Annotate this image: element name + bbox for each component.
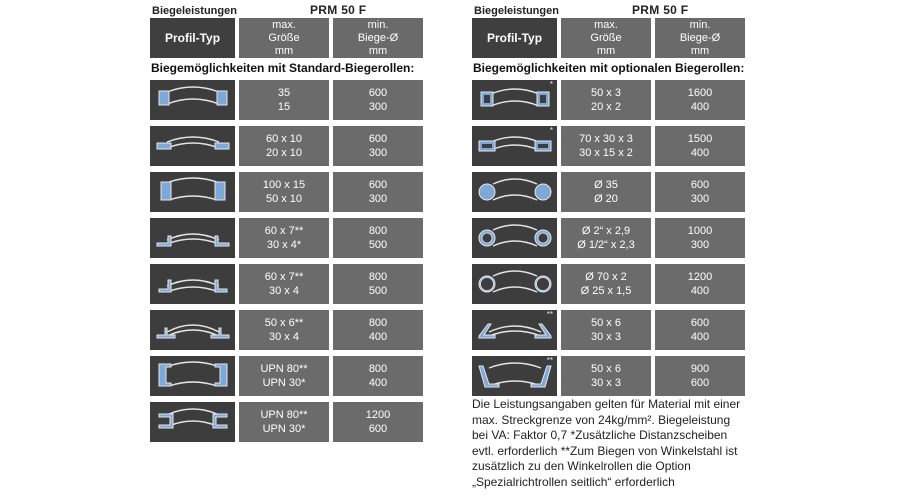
table-row <box>150 80 440 120</box>
size-value: Ø 1/2“ x 2,3 <box>577 239 635 251</box>
profile-cell <box>150 356 235 396</box>
diameter-value: 1000 <box>687 225 713 237</box>
rect-tube-icon <box>475 126 555 167</box>
size-value: 30 x 4 <box>269 331 299 343</box>
size-value: 70 x 30 x 3 <box>579 133 633 145</box>
size-value: 30 x 4 <box>269 285 299 297</box>
flat-bar-vertical-icon <box>153 80 233 121</box>
diameter-value: 600 <box>690 377 710 389</box>
diameter-value: 500 <box>368 285 388 297</box>
size-value: UPN 80** <box>260 363 308 375</box>
diameter-value: 1500 <box>687 133 713 145</box>
diameter-value: 600 <box>368 423 388 435</box>
profile-cell <box>472 126 557 166</box>
max-size-cell <box>239 402 329 442</box>
diameter-value: 800 <box>368 225 388 237</box>
flat-bar-thick-icon <box>153 172 233 213</box>
section-title: Biegemöglichkeiten mit Standard-Biegerollen: <box>151 61 415 75</box>
diameter-value: 400 <box>690 285 710 297</box>
round-tube-icon <box>475 264 555 305</box>
size-value: 60 x 7** <box>264 271 304 283</box>
max-size-cell <box>239 126 329 166</box>
size-value: 30 x 3 <box>591 331 621 343</box>
min-diameter-cell <box>333 126 423 166</box>
min-diameter-cell <box>333 310 423 350</box>
min-diameter-cell <box>333 402 423 442</box>
table-row <box>472 80 762 120</box>
diameter-value: 300 <box>368 101 388 113</box>
size-value: Ø 35 <box>594 179 618 191</box>
size-value: 60 x 10 <box>265 133 303 145</box>
biegeleistungen-label: Biegeleistungen <box>152 5 237 17</box>
header-profile-type: Profil-Typ <box>150 18 235 58</box>
diameter-value: 900 <box>690 363 710 375</box>
angle-special-out-icon <box>475 310 555 351</box>
profile-cell <box>150 172 235 212</box>
table-row <box>472 310 762 350</box>
max-size-cell <box>561 356 651 396</box>
diameter-value: 1600 <box>687 87 713 99</box>
profile-cell <box>150 218 235 258</box>
footnote-marker: ** <box>546 310 553 319</box>
footnote <box>472 397 772 490</box>
max-size-cell <box>239 264 329 304</box>
table-row <box>472 264 762 304</box>
max-size-cell <box>239 218 329 258</box>
table-row <box>150 356 440 396</box>
profile-cell <box>472 310 557 350</box>
min-diameter-cell <box>655 264 745 304</box>
profile-cell <box>150 80 235 120</box>
diameter-value: 800 <box>368 317 388 329</box>
profile-cell <box>150 126 235 166</box>
table-row <box>150 310 440 350</box>
size-value: 20 x 10 <box>265 147 303 159</box>
min-diameter-cell <box>333 264 423 304</box>
diameter-value: 400 <box>368 377 388 389</box>
size-value: Ø 25 x 1,5 <box>580 285 632 297</box>
size-value: UPN 30* <box>262 423 306 435</box>
table-topline <box>472 0 762 18</box>
standard-rollers-table <box>150 0 440 442</box>
diameter-value: 400 <box>690 101 710 113</box>
min-diameter-cell <box>333 356 423 396</box>
angle-special-in-icon <box>475 356 555 397</box>
footnote-line: zusätzlich zu den Winkelrollen die Option <box>472 459 691 473</box>
min-diameter-cell <box>655 356 745 396</box>
profile-cell <box>472 356 557 396</box>
diameter-value: 1200 <box>365 409 391 421</box>
diameter-value: 1200 <box>687 271 713 283</box>
table-rows <box>150 80 440 442</box>
max-size-cell <box>239 310 329 350</box>
round-bar-icon <box>475 172 555 213</box>
profile-cell <box>472 172 557 212</box>
diameter-value: 400 <box>690 331 710 343</box>
diameter-value: 600 <box>690 317 710 329</box>
size-value: UPN 30* <box>262 377 306 389</box>
size-value: 30 x 4* <box>266 239 302 251</box>
footnote-line: bei VA: Faktor 0,7 *Zusätzliche Distanzscheiben <box>472 428 728 442</box>
size-value: 15 <box>277 101 291 113</box>
header-max-size: max. Größe mm <box>239 18 329 58</box>
profile-cell <box>472 218 557 258</box>
table-rows <box>472 80 762 396</box>
min-diameter-cell <box>655 126 745 166</box>
min-diameter-cell <box>333 172 423 212</box>
table-row <box>150 172 440 212</box>
angle-leg-in-icon <box>153 264 233 305</box>
profile-cell <box>150 402 235 442</box>
max-size-cell <box>561 80 651 120</box>
footnote-line: „Spezialrichtrollen seitlich“ erforderlich <box>472 474 675 489</box>
column-header <box>472 18 762 58</box>
diameter-value: 400 <box>690 147 710 159</box>
size-value: Ø 2“ x 2,9 <box>581 225 631 237</box>
min-diameter-cell <box>333 80 423 120</box>
table-row <box>472 356 762 396</box>
diameter-value: 600 <box>690 179 710 191</box>
diameter-value: 300 <box>368 193 388 205</box>
min-diameter-cell <box>655 310 745 350</box>
size-value: 50 x 6 <box>591 317 621 329</box>
size-value: 50 x 10 <box>265 193 303 205</box>
footnote-marker: * <box>549 126 553 135</box>
biegeleistungen-label: Biegeleistungen <box>474 5 559 17</box>
square-tube-icon <box>475 80 555 121</box>
pipe-icon <box>475 218 555 259</box>
table-row <box>150 126 440 166</box>
table-row <box>150 402 440 442</box>
section-title: Biegemöglichkeiten mit optionalen Biegerollen: <box>473 61 745 75</box>
profile-cell <box>150 310 235 350</box>
channel-upn-flat-icon <box>153 402 233 443</box>
footnote-line: evtl. erforderlich **Zum Biegen von Winkelstahl ist <box>472 443 738 458</box>
footnote-marker: ** <box>546 356 553 365</box>
size-value: 30 x 15 x 2 <box>579 147 633 159</box>
min-diameter-cell <box>655 218 745 258</box>
table-row <box>150 264 440 304</box>
footnote-line: Die Leistungsangaben gelten für Material mit einer <box>472 397 741 411</box>
diameter-value: 300 <box>690 193 710 205</box>
profile-cell <box>150 264 235 304</box>
size-value: 50 x 6** <box>264 317 304 329</box>
table-row <box>150 218 440 258</box>
max-size-cell <box>561 264 651 304</box>
size-value: UPN 80** <box>260 409 308 421</box>
diameter-value: 400 <box>368 331 388 343</box>
max-size-cell <box>239 356 329 396</box>
diameter-value: 600 <box>368 133 388 145</box>
size-value: Ø 70 x 2 <box>585 271 627 283</box>
diameter-value: 300 <box>368 147 388 159</box>
diameter-value: 600 <box>368 87 388 99</box>
max-size-cell <box>561 126 651 166</box>
min-diameter-cell <box>333 218 423 258</box>
max-size-cell <box>239 80 329 120</box>
angle-leg-out-icon <box>153 218 233 259</box>
size-value: 60 x 7** <box>264 225 304 237</box>
size-value: 20 x 2 <box>591 101 621 113</box>
min-diameter-cell <box>655 80 745 120</box>
size-value: 35 <box>277 87 291 99</box>
size-value: 50 x 6 <box>591 363 621 375</box>
diameter-value: 800 <box>368 271 388 283</box>
table-row <box>472 218 762 258</box>
size-value: 30 x 3 <box>591 377 621 389</box>
table-row <box>472 172 762 212</box>
column-header <box>150 18 440 58</box>
optional-rollers-table <box>472 0 762 396</box>
profile-cell <box>472 264 557 304</box>
diameter-value: 800 <box>368 363 388 375</box>
footnote-line: max. Streckgrenze von 24kg/mm². Biegeleistung <box>472 412 731 427</box>
max-size-cell <box>561 218 651 258</box>
profile-cell <box>472 80 557 120</box>
size-value: Ø 20 <box>594 193 618 205</box>
tee-profile-icon <box>153 310 233 351</box>
flat-bar-horizontal-icon <box>153 126 233 167</box>
model-label: PRM 50 F <box>310 3 367 17</box>
max-size-cell <box>561 172 651 212</box>
table-row <box>472 126 762 166</box>
header-profile-type: Profil-Typ <box>472 18 557 58</box>
size-value: 50 x 3 <box>591 87 621 99</box>
min-diameter-cell <box>655 172 745 212</box>
diameter-value: 500 <box>368 239 388 251</box>
channel-upn-icon <box>153 356 233 397</box>
header-min-diameter: min. Biege-Ø mm <box>333 18 423 58</box>
model-label: PRM 50 F <box>632 3 689 17</box>
diameter-value: 600 <box>368 179 388 191</box>
size-value: 100 x 15 <box>262 179 306 191</box>
diameter-value: 300 <box>690 239 710 251</box>
max-size-cell <box>561 310 651 350</box>
header-max-size: max. Größe mm <box>561 18 651 58</box>
table-topline <box>150 0 440 18</box>
header-min-diameter: min. Biege-Ø mm <box>655 18 745 58</box>
max-size-cell <box>239 172 329 212</box>
footnote-marker: * <box>549 80 553 89</box>
